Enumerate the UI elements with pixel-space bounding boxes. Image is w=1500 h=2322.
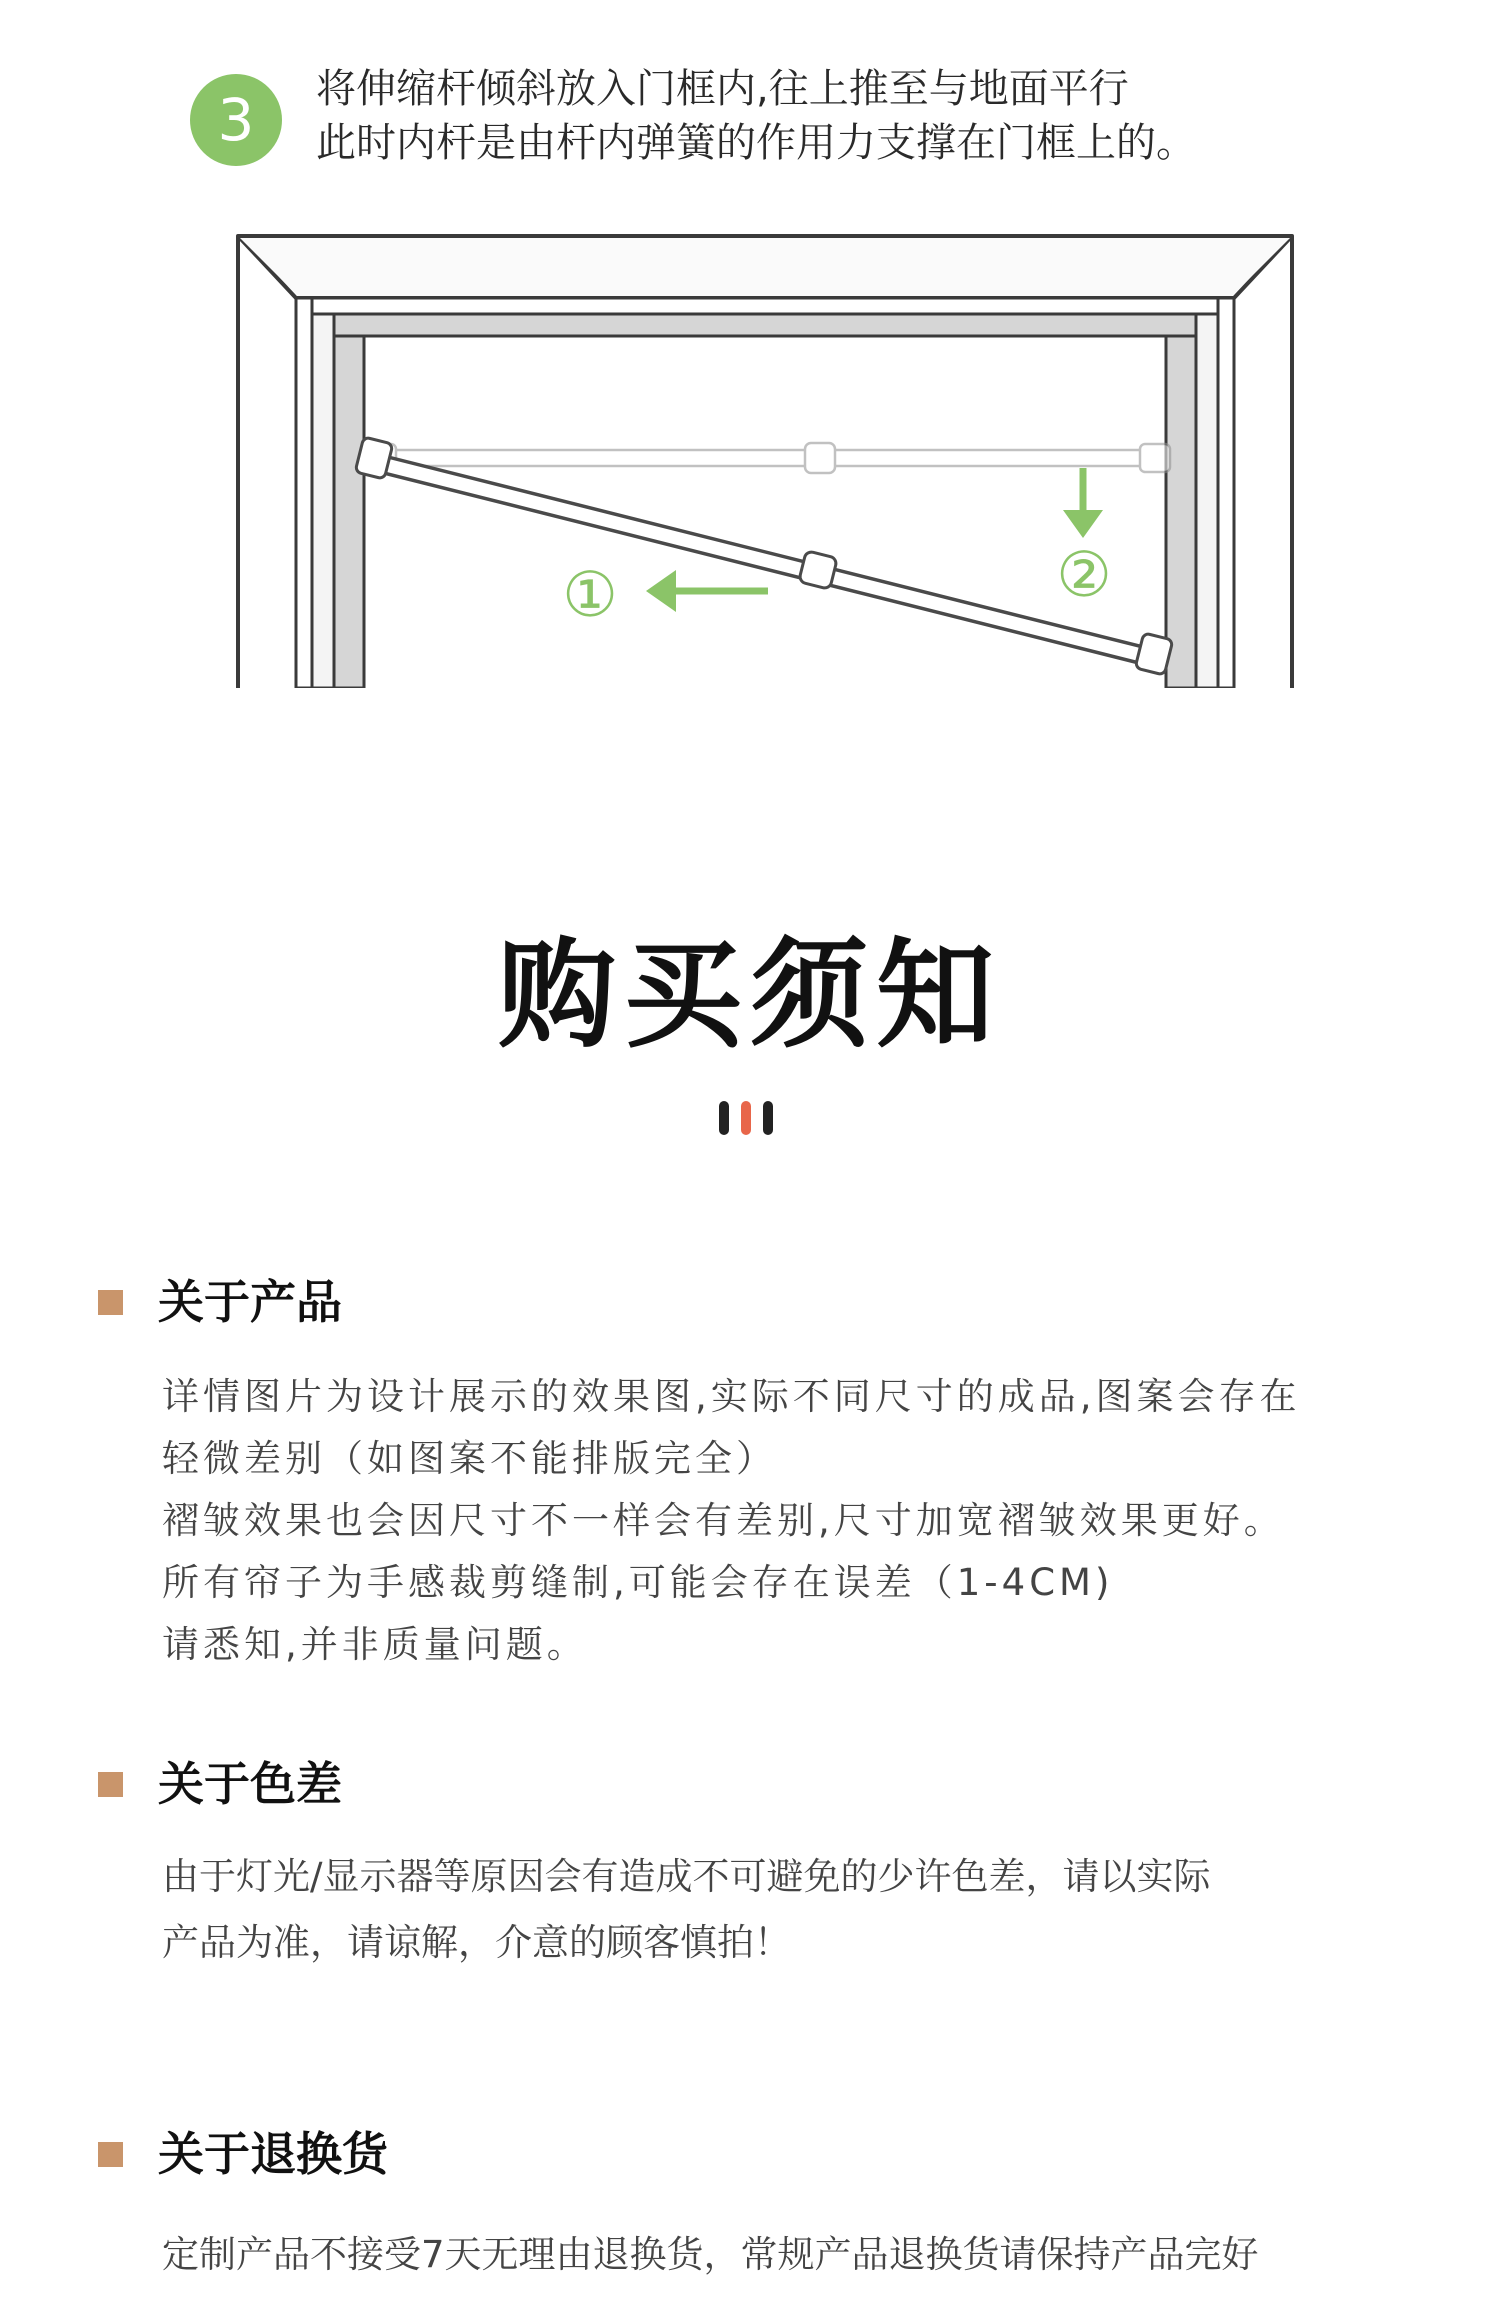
door-frame-illustration	[230, 228, 1300, 688]
step-instruction-line: 此时内杆是由杆内弹簧的作用力支撑在门框上的。	[316, 120, 1196, 166]
body-line: 所有帘子为手感裁剪缝制,可能会存在误差（1-4CM)	[162, 1561, 1114, 1604]
section-body	[162, 1844, 1210, 1976]
rod-tilted	[355, 437, 1173, 675]
door-frame-drawing	[230, 228, 1300, 688]
marker-one: ①	[562, 558, 618, 631]
square-bullet-icon	[98, 1772, 123, 1797]
step-instruction-line: 将伸缩杆倾斜放入门框内,往上推至与地面平行	[316, 66, 1129, 112]
divider-bar	[719, 1101, 729, 1135]
divider-bar-accent	[741, 1101, 751, 1135]
section-body	[162, 1366, 1301, 1676]
page-title: 购买须知	[497, 926, 1002, 1064]
body-line: 轻微差别（如图案不能排版完全）	[162, 1437, 777, 1480]
title-divider	[719, 1101, 783, 1135]
section-product	[0, 1272, 1500, 1692]
body-line: 详情图片为设计展示的效果图,实际不同尺寸的成品,图案会存在	[162, 1375, 1301, 1418]
arrow-down-icon	[1063, 468, 1103, 538]
rod-final-position	[366, 443, 1170, 473]
body-line: 产品为准，请谅解，介意的顾客慎拍！	[162, 1921, 791, 1964]
body-line: 由于灯光/显示器等原因会有造成不可避免的少许色差，请以实际	[162, 1855, 1211, 1898]
frame-inner-jambs	[296, 298, 1234, 688]
body-line: 褶皱效果也会因尺寸不一样会有差别,尺寸加宽褶皱效果更好。	[162, 1499, 1285, 1542]
step-instructions	[316, 62, 1196, 170]
section-heading: 关于产品	[158, 1275, 342, 1329]
section-body	[162, 2222, 1259, 2288]
square-bullet-icon	[98, 1290, 123, 1315]
marker-two: ②	[1056, 538, 1112, 611]
section-heading: 关于色差	[158, 1757, 342, 1811]
divider-bar	[763, 1101, 773, 1135]
square-bullet-icon	[98, 2142, 123, 2167]
body-line: 定制产品不接受7天无理由退换货，常规产品退换货请保持产品完好	[162, 2233, 1259, 2276]
step-number-badge: 3	[190, 74, 282, 166]
step-header	[190, 62, 1390, 182]
section-returns	[0, 2124, 1500, 2322]
body-line: 请悉知,并非质量问题。	[162, 1623, 588, 1666]
section-heading: 关于退换货	[158, 2127, 388, 2181]
arrow-left-icon	[646, 570, 768, 612]
section-color-difference	[0, 1754, 1500, 2004]
